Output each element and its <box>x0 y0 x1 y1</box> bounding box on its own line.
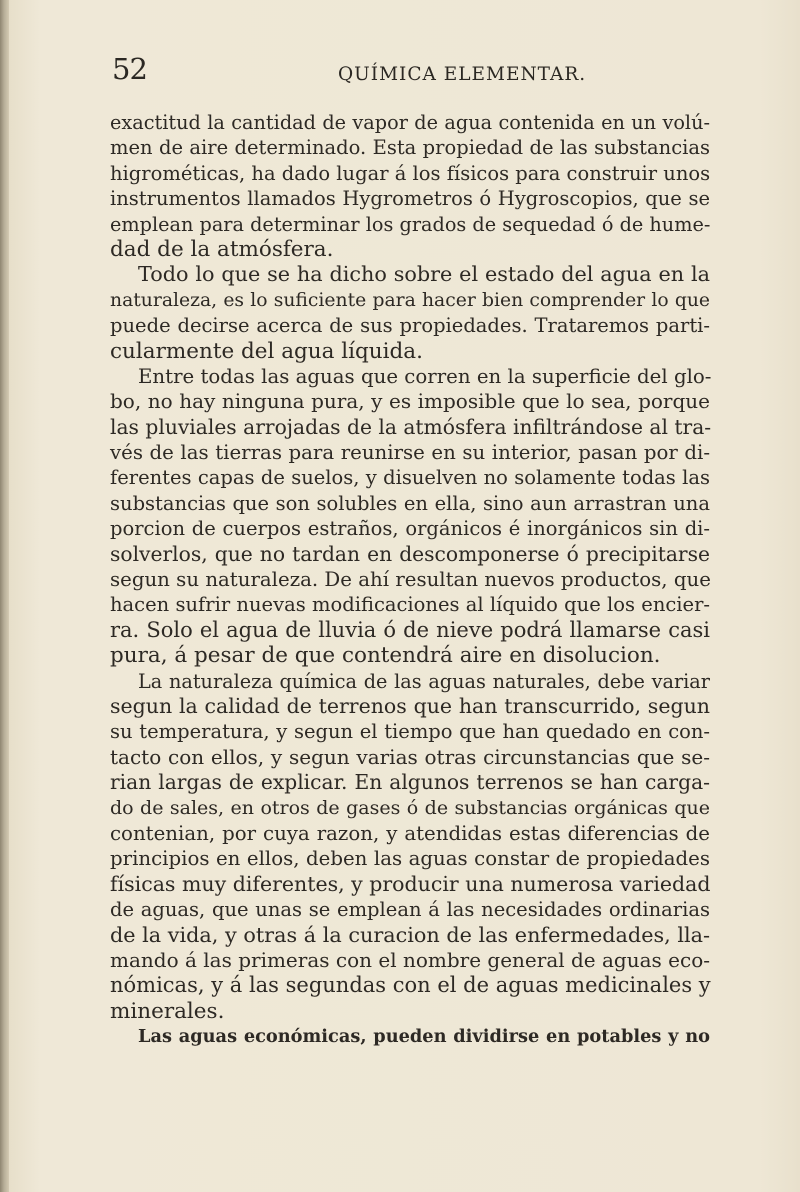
text-line: vés de las tierras para reunirse en su interior, pasan por di- <box>110 441 710 465</box>
text-line: pura, á pesar de que contendrá aire en disolucion. <box>110 643 661 669</box>
page-binding-edge <box>0 0 9 1192</box>
paragraph-start-line: Las aguas económicas, pueden dividirse en potables y no <box>138 1026 710 1048</box>
text-line: rian largas de explicar. En algunos terrenos se han carga- <box>110 770 710 795</box>
text-line: segun su naturaleza. De ahí resultan nuevos productos, que <box>110 568 711 592</box>
body-text <box>110 110 710 1049</box>
paragraph-start-line: Entre todas las aguas que corren en la superficie del glo- <box>138 364 712 388</box>
text-line: do de sales, en otros de gases ó de substancias orgánicas que <box>110 796 710 819</box>
text-line: las pluviales arrojadas de la atmósfera infiltrándose al tra- <box>110 414 712 439</box>
paragraph-start-line: Todo lo que se ha dicho sobre el estado del agua en la <box>138 262 710 287</box>
text-line: de la vida, y otras á la curacion de las enfermedades, lla- <box>110 922 710 947</box>
text-line: de aguas, que unas se emplean á las necesidades ordinarias <box>110 898 710 922</box>
text-line: segun la calidad de terrenos que han transcurrido, segun <box>110 693 710 718</box>
text-line: cularmente del agua líquida. <box>110 338 423 364</box>
page-number: 52 <box>112 52 147 86</box>
text-line: solverlos, que no tardan en descomponerse ó precipitarse <box>110 541 710 566</box>
text-line: hacen sufrir nuevas modificaciones al líquido que los encier- <box>110 593 710 617</box>
text-line: substancias que son solubles en ella, sino aun arrastran una <box>110 491 710 515</box>
text-line: mando á las primeras con el nombre general de aguas eco- <box>110 947 710 972</box>
text-line: puede decirse acerca de sus propiedades. Trataremos parti- <box>110 314 710 338</box>
text-line: porcion de cuerpos estraños, orgánicos é inorgánicos sin di- <box>110 517 710 541</box>
text-line: tacto con ellos, y segun varias otras circunstancias que se- <box>110 744 710 769</box>
text-line: ra. Solo el agua de lluvia ó de nieve podrá llamarse casi <box>110 617 710 642</box>
text-line: principios en ellos, deben las aguas constar de propiedades <box>110 847 710 871</box>
text-line: bo, no hay ninguna pura, y es imposible que lo sea, porque <box>110 389 710 414</box>
text-line: minerales. <box>110 998 225 1024</box>
text-line: exactitud la cantidad de vapor de agua contenida en un volú- <box>110 111 710 134</box>
running-head: QUÍMICA ELEMENTAR. <box>338 64 587 85</box>
paragraph-start-line: La naturaleza química de las aguas naturales, debe variar <box>138 669 710 693</box>
text-line: naturaleza, es lo suficiente para hacer bien comprender lo que <box>110 289 710 311</box>
text-line: físicas muy diferentes, y producir una numerosa variedad <box>110 871 711 896</box>
text-line: su temperatura, y segun el tiempo que han quedado en con- <box>110 720 710 744</box>
text-line: dad de la atmósfera. <box>110 236 334 262</box>
text-line: higrométicas, ha dado lugar á los físicos para construir unos <box>110 161 711 185</box>
text-line: contenian, por cuya razon, y atendidas estas diferencias de <box>110 821 710 845</box>
text-line: emplean para determinar los grados de sequedad ó de hume- <box>110 212 711 236</box>
text-line: instrumentos llamados Hygrometros ó Hygroscopios, que se <box>110 187 710 211</box>
text-line: men de aire determinado. Esta propiedad de las substancias <box>110 136 710 160</box>
text-line: ferentes capas de suelos, y disuelven no solamente todas las <box>110 466 710 490</box>
text-line: nómicas, y á las segundas con el de aguas medicinales y <box>110 973 711 998</box>
